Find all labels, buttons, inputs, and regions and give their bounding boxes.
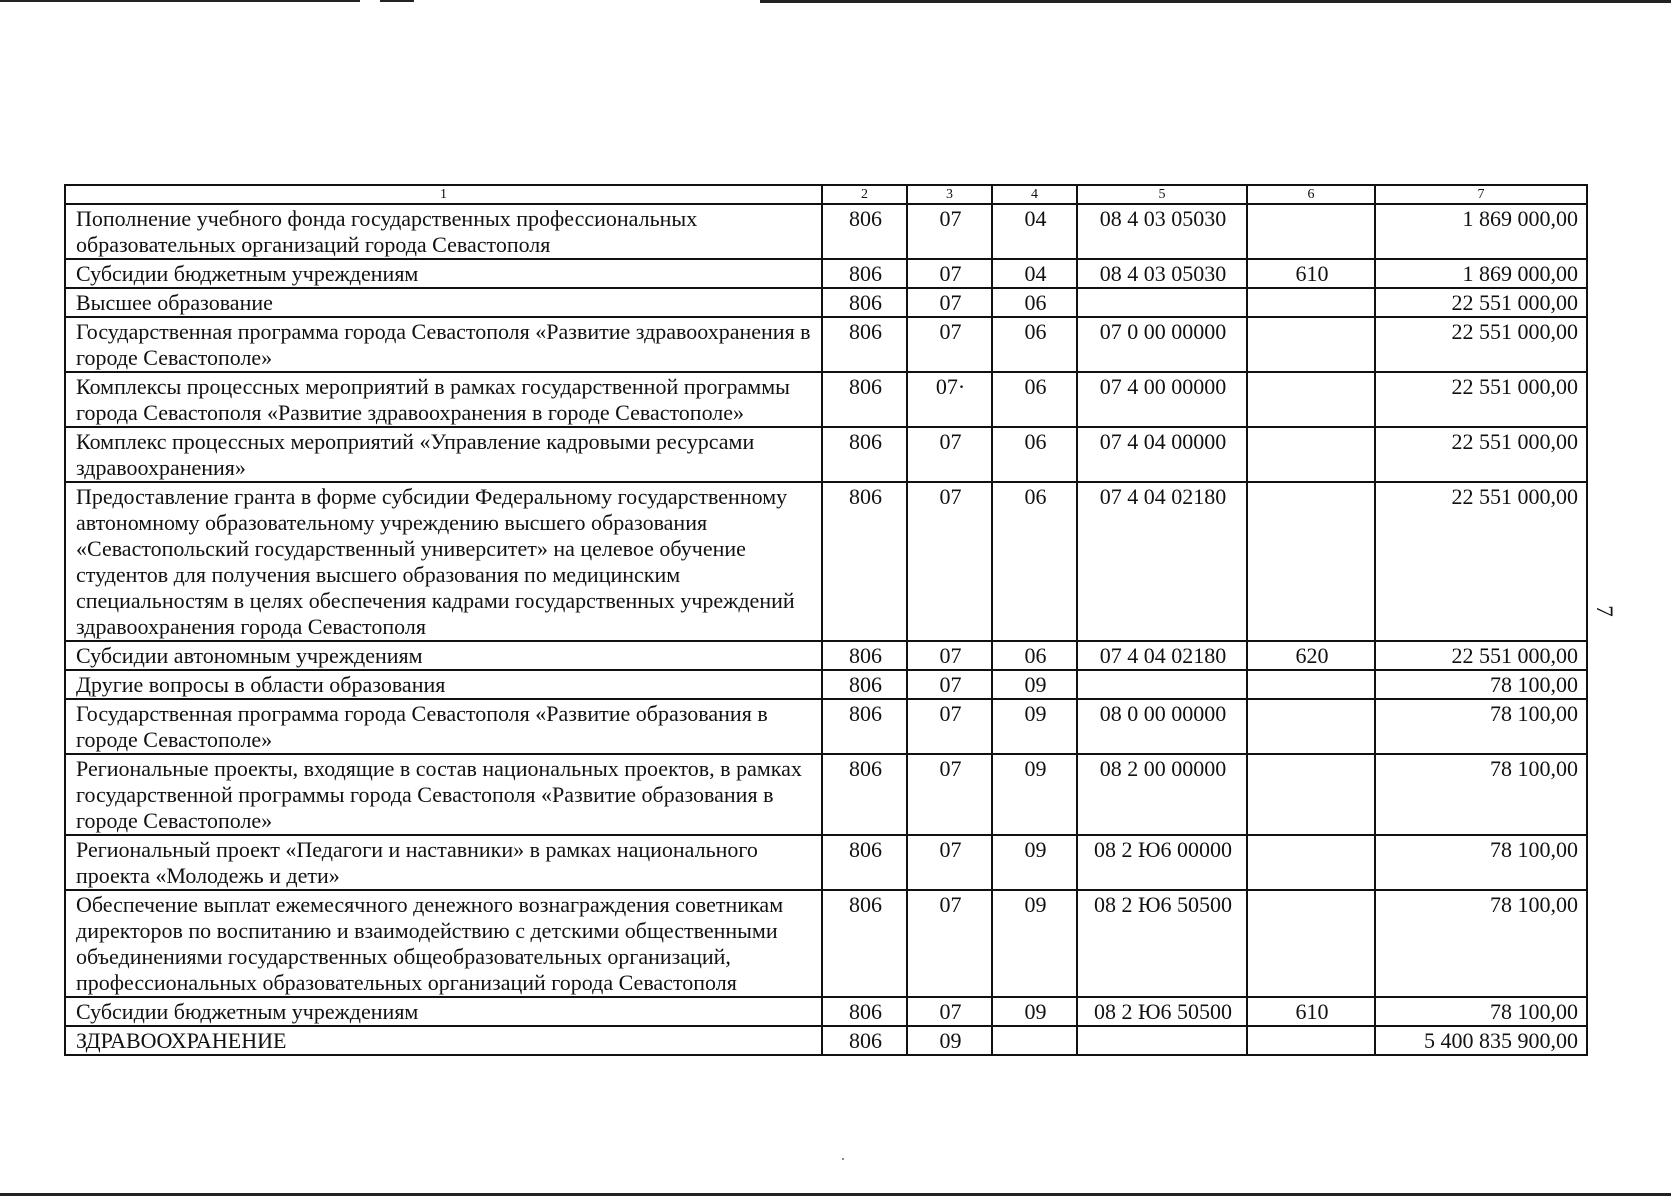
amount: 5 400 835 900,00 (1375, 1026, 1587, 1055)
target-article-code (1077, 670, 1247, 699)
section-code: 07 (907, 288, 992, 317)
target-article-code: 08 4 03 05030 (1077, 259, 1247, 288)
expense-type-code (1247, 427, 1375, 482)
expense-type-code (1247, 670, 1375, 699)
expense-type-code (1247, 372, 1375, 427)
scan-speck (842, 1158, 844, 1160)
amount: 78 100,00 (1375, 890, 1587, 997)
department-code: 806 (822, 1026, 907, 1055)
row-description: Предоставление гранта в форме субсидии Федеральному государственному автономному образовательному учреждению высшего образования «Севастопольский государственный университет» на целевое обучение студентов для получения высшего образования по медицинским специальностям в целях обеспечения кадрами государственных учреждений здравоохранения города Севастополя (65, 482, 822, 641)
expense-type-code: 610 (1247, 997, 1375, 1026)
expense-type-code (1247, 890, 1375, 997)
column-number: 5 (1077, 185, 1247, 204)
table-row (65, 670, 1587, 699)
table-row (65, 835, 1587, 890)
department-code: 806 (822, 288, 907, 317)
target-article-code: 07 4 00 00000 (1077, 372, 1247, 427)
table-row (65, 427, 1587, 482)
expense-type-code (1247, 699, 1375, 754)
target-article-code: 07 4 04 02180 (1077, 482, 1247, 641)
amount: 78 100,00 (1375, 997, 1587, 1026)
amount: 22 551 000,00 (1375, 288, 1587, 317)
department-code: 806 (822, 641, 907, 670)
department-code: 806 (822, 699, 907, 754)
expense-type-code (1247, 754, 1375, 835)
expense-type-code (1247, 1026, 1375, 1055)
expense-type-code (1247, 482, 1375, 641)
table-row (65, 890, 1587, 997)
subsection-code: 09 (992, 997, 1077, 1026)
table-row (65, 754, 1587, 835)
row-description: Комплекс процессных мероприятий «Управление кадровыми ресурсами здравоохранения» (65, 427, 822, 482)
subsection-code: 04 (992, 204, 1077, 259)
table-row (65, 997, 1587, 1026)
subsection-code: 06 (992, 317, 1077, 372)
target-article-code: 08 2 Ю6 50500 (1077, 890, 1247, 997)
row-description: Пополнение учебного фонда государственных профессиональных образовательных организаций города Севастополя (65, 204, 822, 259)
scan-edge-top-right (760, 0, 1671, 3)
table-body (65, 185, 1587, 1055)
section-code: 07 (907, 835, 992, 890)
table-row (65, 317, 1587, 372)
section-code: 07 (907, 997, 992, 1026)
department-code: 806 (822, 754, 907, 835)
row-description: ЗДРАВООХРАНЕНИЕ (65, 1026, 822, 1055)
row-description: Обеспечение выплат ежемесячного денежного вознаграждения советникам директоров по воспитанию и взаимодействию с детскими общественными объединениями государственных общеобразовательных организаций, профессиональных образовательных организаций города Севастополя (65, 890, 822, 997)
subsection-code: 09 (992, 699, 1077, 754)
amount: 22 551 000,00 (1375, 372, 1587, 427)
amount: 1 869 000,00 (1375, 204, 1587, 259)
amount: 78 100,00 (1375, 835, 1587, 890)
expense-type-code (1247, 288, 1375, 317)
subsection-code: 06 (992, 288, 1077, 317)
row-description: Государственная программа города Севастополя «Развитие здравоохранения в городе Севастополе» (65, 317, 822, 372)
target-article-code: 08 0 00 00000 (1077, 699, 1247, 754)
column-number: 6 (1247, 185, 1375, 204)
expense-type-code: 620 (1247, 641, 1375, 670)
subsection-code: 09 (992, 890, 1077, 997)
section-code: 07 (907, 317, 992, 372)
row-description: Комплексы процессных мероприятий в рамках государственной программы города Севастополя «Развитие здравоохранения в городе Севастополе» (65, 372, 822, 427)
amount: 22 551 000,00 (1375, 482, 1587, 641)
target-article-code (1077, 1026, 1247, 1055)
table-row (65, 288, 1587, 317)
table-row (65, 482, 1587, 641)
table-row (65, 204, 1587, 259)
row-description: Другие вопросы в области образования (65, 670, 822, 699)
column-number: 3 (907, 185, 992, 204)
subsection-code: 06 (992, 482, 1077, 641)
section-code: 07 (907, 641, 992, 670)
target-article-code: 07 4 04 00000 (1077, 427, 1247, 482)
section-code: 07 (907, 670, 992, 699)
subsection-code: 06 (992, 641, 1077, 670)
column-number: 7 (1375, 185, 1587, 204)
department-code: 806 (822, 372, 907, 427)
amount: 22 551 000,00 (1375, 427, 1587, 482)
scan-edge-top-left (0, 0, 360, 2)
section-code: 07· (907, 372, 992, 427)
amount: 78 100,00 (1375, 754, 1587, 835)
amount: 78 100,00 (1375, 699, 1587, 754)
department-code: 806 (822, 997, 907, 1026)
target-article-code: 07 0 00 00000 (1077, 317, 1247, 372)
column-number: 4 (992, 185, 1077, 204)
row-description: Субсидии бюджетным учреждениям (65, 997, 822, 1026)
expense-type-code: 610 (1247, 259, 1375, 288)
section-code: 07 (907, 482, 992, 641)
department-code: 806 (822, 890, 907, 997)
department-code: 806 (822, 427, 907, 482)
subsection-code: 09 (992, 835, 1077, 890)
subsection-code: 06 (992, 372, 1077, 427)
column-number-row (65, 185, 1587, 204)
section-code: 07 (907, 890, 992, 997)
department-code: 806 (822, 317, 907, 372)
amount: 1 869 000,00 (1375, 259, 1587, 288)
department-code: 806 (822, 835, 907, 890)
column-number: 1 (65, 185, 822, 204)
target-article-code: 07 4 04 02180 (1077, 641, 1247, 670)
expense-type-code (1247, 317, 1375, 372)
row-description: Региональные проекты, входящие в состав национальных проектов, в рамках государственной программы города Севастополя «Развитие образования в городе Севастополе» (65, 754, 822, 835)
section-code: 07 (907, 427, 992, 482)
subsection-code: 06 (992, 427, 1077, 482)
expense-type-code (1247, 835, 1375, 890)
section-code: 07 (907, 699, 992, 754)
table-row (65, 1026, 1587, 1055)
row-description: Субсидии автономным учреждениям (65, 641, 822, 670)
section-code: 07 (907, 754, 992, 835)
table-row (65, 259, 1587, 288)
subsection-code: 04 (992, 259, 1077, 288)
column-number: 2 (822, 185, 907, 204)
scan-edge-bottom (0, 1193, 1671, 1196)
department-code: 806 (822, 482, 907, 641)
section-code: 09 (907, 1026, 992, 1055)
section-code: 07 (907, 204, 992, 259)
table-row (65, 699, 1587, 754)
row-description: Государственная программа города Севастополя «Развитие образования в городе Севастополе» (65, 699, 822, 754)
section-code: 07 (907, 259, 992, 288)
page-number: 7 (1591, 605, 1617, 617)
table-row (65, 641, 1587, 670)
amount: 22 551 000,00 (1375, 317, 1587, 372)
row-description: Субсидии бюджетным учреждениям (65, 259, 822, 288)
scan-edge-top-mid (380, 0, 414, 2)
department-code: 806 (822, 259, 907, 288)
target-article-code: 08 2 Ю6 50500 (1077, 997, 1247, 1026)
target-article-code: 08 2 00 00000 (1077, 754, 1247, 835)
target-article-code: 08 4 03 05030 (1077, 204, 1247, 259)
target-article-code: 08 2 Ю6 00000 (1077, 835, 1247, 890)
subsection-code: 09 (992, 670, 1077, 699)
expense-type-code (1247, 204, 1375, 259)
table-row (65, 372, 1587, 427)
department-code: 806 (822, 670, 907, 699)
subsection-code: 09 (992, 754, 1077, 835)
target-article-code (1077, 288, 1247, 317)
amount: 22 551 000,00 (1375, 641, 1587, 670)
row-description: Высшее образование (65, 288, 822, 317)
amount: 78 100,00 (1375, 670, 1587, 699)
department-code: 806 (822, 204, 907, 259)
budget-table (64, 184, 1588, 1056)
row-description: Региональный проект «Педагоги и наставники» в рамках национального проекта «Молодежь и дети» (65, 835, 822, 890)
subsection-code (992, 1026, 1077, 1055)
